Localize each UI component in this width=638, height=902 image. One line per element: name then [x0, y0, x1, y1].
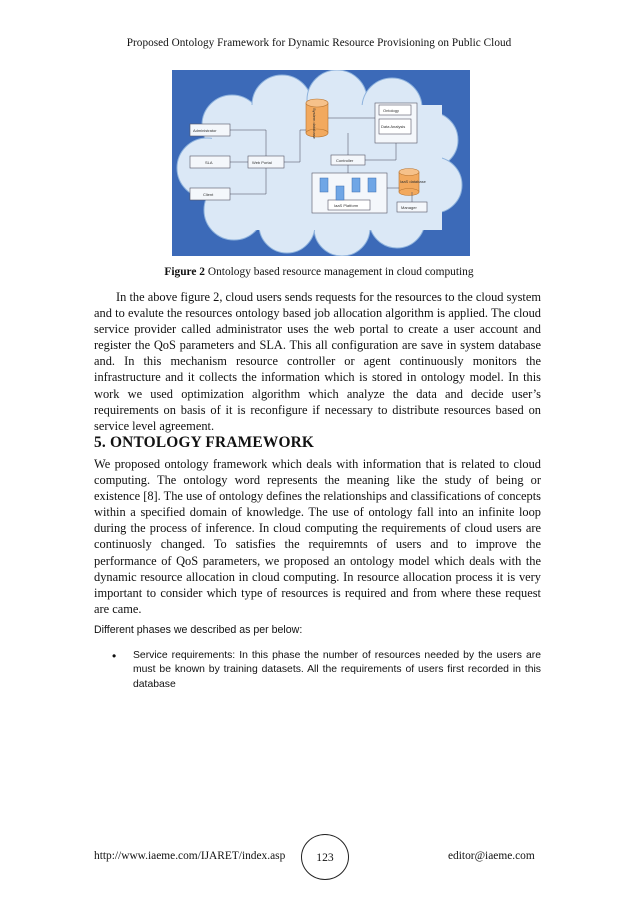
controller-label: Controller [336, 158, 354, 163]
bullet-icon: • [112, 649, 117, 663]
client-label: Client [203, 192, 214, 197]
data-analysis-label: Data Analysis [381, 124, 406, 129]
figure-caption-label: Figure 2 [164, 266, 206, 278]
paragraph-figure-description: In the above figure 2, cloud users sends requests for the resources to the cloud system and to evalute the resources ontology based job allocation algorithm is applied. The cloud service provider called administrator uses the web portal to create a user account and register the QoS parameters and SLA. This all configuration are save in system database and. In this mechanism resource controller or agent continuously monitors the infrastructure and it collects the information which is stored in ontology model. In this work we used optimization algorithm which analyze the data and decide user’s requirements on basis of it is reconfigure if necessary to distribute resources based on service level agreement. [94, 290, 541, 433]
paragraph-ontology-framework: We proposed ontology framework which deals with information that is related to cloud computing. The ontology word represents the meaning like the study of being or existence [8]. The use of ontology defines the relationships and classifications of concepts within a specified domain of knowledge. The use of ontology fall into an infinite loop during the process of inference. In cloud computing the requirements of cloud users are continuosly changed. To satisfies the requiremnts of users and to improve the performance of QoS parameters, we proposed an ontology model which deals with the dynamic resource allocation in cloud computing. In resource allocation process it is very important to consider which type of resources is required and from where these request are came. [94, 457, 541, 616]
web-portal-label: Web Portal [252, 160, 272, 165]
iaas-db-label: IaaS database [400, 179, 426, 184]
system-db-label: System database [312, 108, 317, 139]
administrator-label: Administrator [193, 128, 217, 133]
section-heading: 5. ONTOLOGY FRAMEWORK [94, 434, 315, 451]
page-number: 123 [301, 834, 349, 880]
sla-label: SLA [205, 160, 213, 165]
iaas-platform-label: IaaS Platform [334, 203, 359, 208]
manager-label: Manager [401, 205, 417, 210]
phases-intro: Different phases we described as per below: [94, 624, 303, 636]
figure-caption-text: Ontology based resource management in cloud computing [205, 266, 474, 278]
footer-email-link[interactable]: editor@iaeme.com [448, 850, 535, 862]
ontology-label: Ontology [383, 108, 400, 113]
list-item-text: Service requirements: In this phase the number of resources needed by the users are must be known by training datasets. All the requirements of users first recorded in this database [133, 650, 541, 690]
footer-url-link[interactable]: http://www.iaeme.com/IJARET/index.asp [94, 850, 286, 862]
figure-caption [0, 266, 638, 278]
ontology-architecture-figure [172, 70, 470, 256]
running-header: Proposed Ontology Framework for Dynamic Resource Provisioning on Public Cloud [126, 37, 512, 49]
